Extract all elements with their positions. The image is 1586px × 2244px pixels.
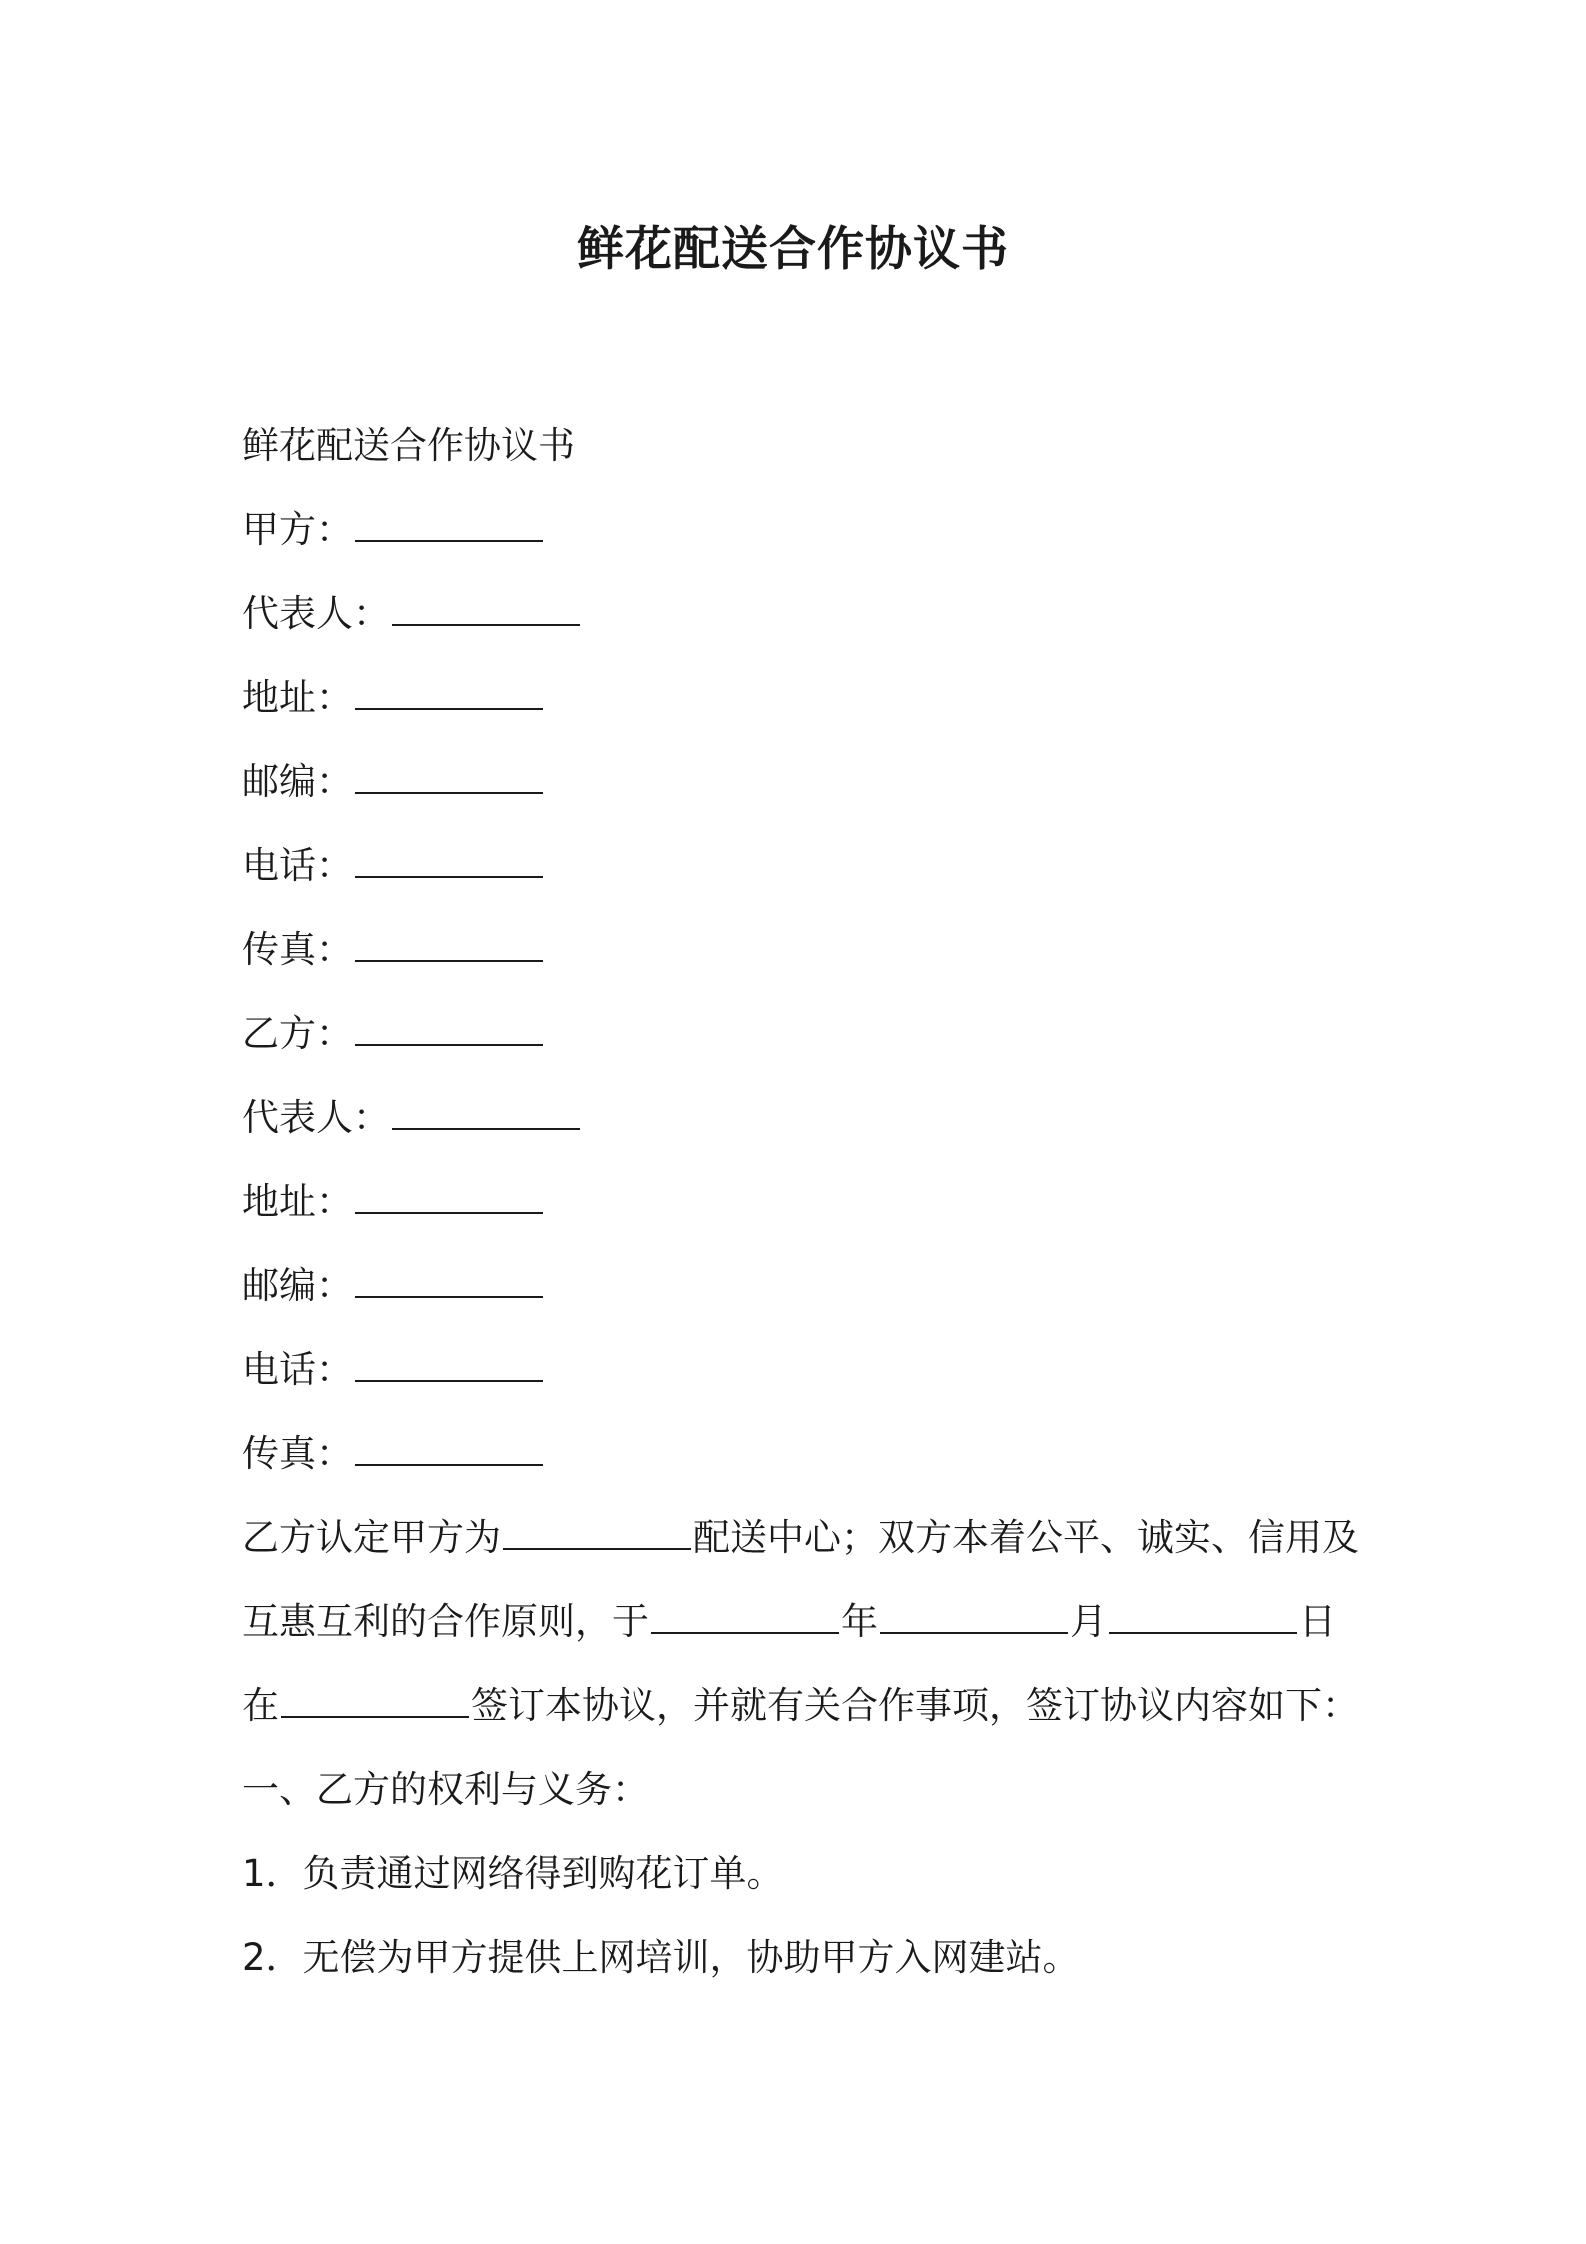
party-a-phone-line xyxy=(242,824,1362,908)
section-1-heading: 一、乙方的权利与义务： xyxy=(242,1768,649,1811)
party-a-fax-label: 传真： xyxy=(242,928,353,971)
intro-l1-a: 乙方认定甲方为 xyxy=(242,1516,501,1559)
intro-l3-a: 在 xyxy=(242,1684,279,1727)
party-b-rep-line xyxy=(242,1076,1362,1160)
party-a-addr-label: 地址： xyxy=(242,676,353,719)
party-a-zip-line xyxy=(242,740,1362,824)
party-b-phone-label: 电话： xyxy=(242,1348,353,1391)
party-a-rep-blank[interactable] xyxy=(392,596,580,626)
party-b-name-label: 乙方： xyxy=(242,1012,353,1055)
section-1-item-2: 2．无偿为甲方提供上网培训，协助甲方入网建站。 xyxy=(242,1936,1080,1979)
party-b-zip-label: 邮编： xyxy=(242,1264,353,1307)
party-a-name-blank[interactable] xyxy=(355,512,543,542)
party-a-phone-blank[interactable] xyxy=(355,848,543,878)
delivery-center-blank[interactable] xyxy=(503,1520,691,1550)
party-b-addr-line xyxy=(242,1160,1362,1244)
intro-l2-a: 互惠互利的合作原则，于 xyxy=(242,1600,649,1643)
party-a-phone-label: 电话： xyxy=(242,844,353,887)
intro-l1-b: 配送中心；双方本着公平、诚实、信用及 xyxy=(693,1516,1359,1559)
signing-place-blank[interactable] xyxy=(281,1688,469,1718)
party-a-rep-line xyxy=(242,572,1362,656)
party-b-name-line xyxy=(242,992,1362,1076)
party-a-fax-line xyxy=(242,908,1362,992)
year-blank[interactable] xyxy=(651,1604,839,1634)
party-b-fax-label: 传真： xyxy=(242,1432,353,1475)
party-a-rep-label: 代表人： xyxy=(242,592,390,635)
intro-l3-b: 签订本协议，并就有关合作事项，签订协议内容如下： xyxy=(471,1684,1359,1727)
party-a-fax-blank[interactable] xyxy=(355,932,543,962)
intro-line-2 xyxy=(242,1580,1362,1664)
party-b-rep-label: 代表人： xyxy=(242,1096,390,1139)
party-a-addr-blank[interactable] xyxy=(355,680,543,710)
intro-l2-c: 月 xyxy=(1070,1600,1107,1643)
party-a-zip-blank[interactable] xyxy=(355,764,543,794)
party-b-phone-line xyxy=(242,1328,1362,1412)
intro-l2-b: 年 xyxy=(841,1600,878,1643)
document-title: 鲜花配送合作协议书 xyxy=(577,222,1009,277)
party-a-zip-label: 邮编： xyxy=(242,760,353,803)
party-a-name-line xyxy=(242,488,1362,572)
party-b-addr-blank[interactable] xyxy=(355,1184,543,1214)
party-b-zip-blank[interactable] xyxy=(355,1268,543,1298)
intro-line-3 xyxy=(242,1664,1362,1748)
party-b-fax-line xyxy=(242,1412,1362,1496)
party-a-name-label: 甲方： xyxy=(242,508,353,551)
party-b-fax-blank[interactable] xyxy=(355,1436,543,1466)
day-blank[interactable] xyxy=(1109,1604,1297,1634)
party-b-rep-blank[interactable] xyxy=(392,1100,580,1130)
month-blank[interactable] xyxy=(880,1604,1068,1634)
party-b-phone-blank[interactable] xyxy=(355,1352,543,1382)
party-a-addr-line xyxy=(242,656,1362,740)
document-body xyxy=(242,404,1362,2000)
intro-l2-d: 日 xyxy=(1299,1600,1336,1643)
intro-line-1 xyxy=(242,1496,1362,1580)
section-1-item-1: 1．负责通过网络得到购花订单。 xyxy=(242,1852,784,1895)
document-subtitle: 鲜花配送合作协议书 xyxy=(242,424,575,467)
party-b-addr-label: 地址： xyxy=(242,1180,353,1223)
party-b-name-blank[interactable] xyxy=(355,1016,543,1046)
party-b-zip-line xyxy=(242,1244,1362,1328)
